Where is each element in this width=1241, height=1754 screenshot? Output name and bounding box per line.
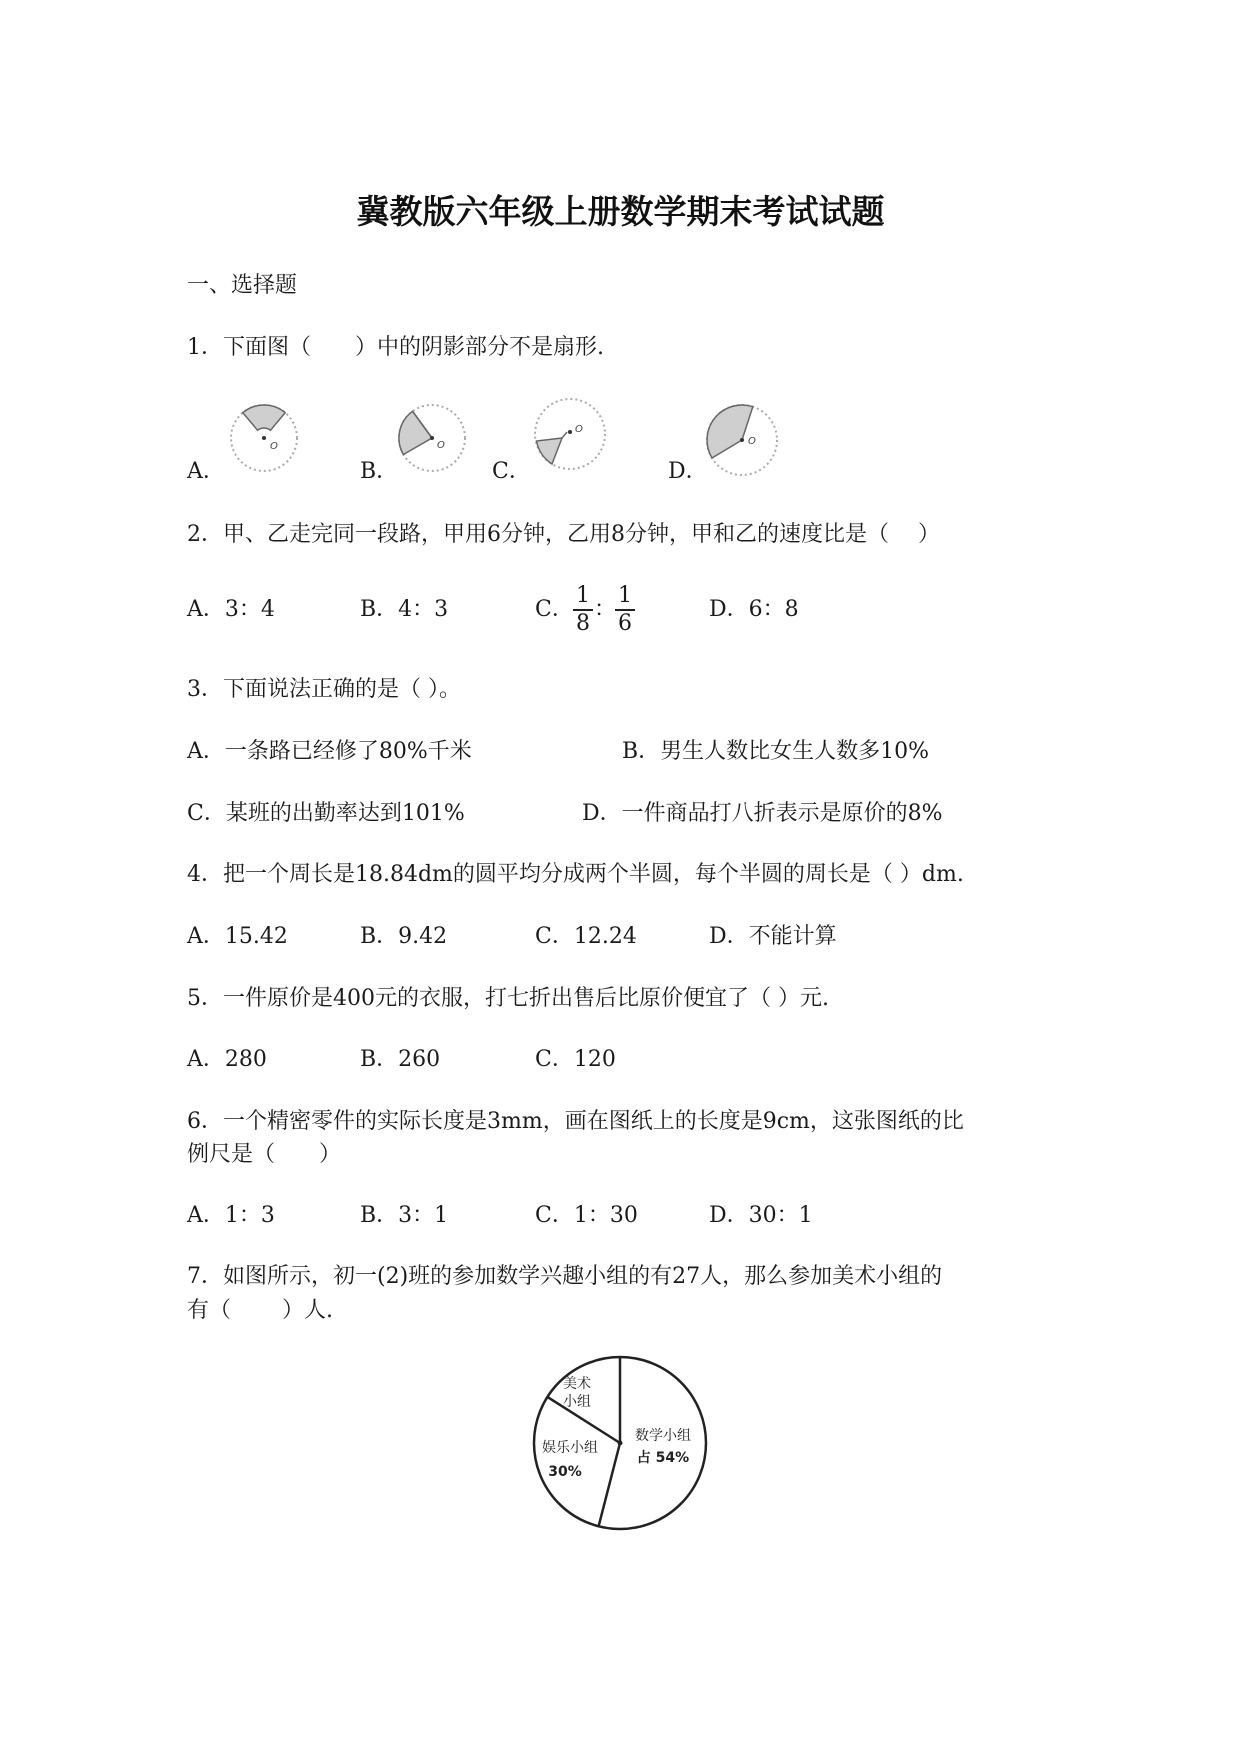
figure-d-center-label: O xyxy=(748,436,756,447)
q3-stem: 3．下面说法正确的是（ ）。 xyxy=(187,677,461,702)
q2-option-c-fraction-2 xyxy=(614,584,636,636)
figure-c-center-label: O xyxy=(575,424,583,435)
q5-option-c: C．120 xyxy=(535,1047,616,1072)
q3-option-c: C．某班的出勤率达到101% xyxy=(187,801,465,826)
section-heading: 一、选择题 xyxy=(187,273,298,298)
q1-option-a: A． xyxy=(187,459,225,484)
q6-stem-line1: 6．一个精密零件的实际长度是3mm，画在图纸上的长度是9cm，这张图纸的比 xyxy=(187,1109,964,1134)
q1-option-b: B． xyxy=(360,459,399,484)
q7-pie-chart xyxy=(525,1348,715,1538)
q6-option-d: D．30：1 xyxy=(709,1203,813,1228)
q1-option-d: D． xyxy=(668,459,708,484)
figure-b-center-label: O xyxy=(437,440,445,451)
q4-option-a: A．15.42 xyxy=(187,924,288,949)
q5-option-a: A．280 xyxy=(187,1047,267,1072)
fraction-numerator: 1 xyxy=(618,583,632,608)
q1-option-c: C． xyxy=(492,459,531,484)
q2-stem: 2．甲、乙走完同一段路，甲用6分钟，乙用8分钟，甲和乙的速度比是（ ） xyxy=(187,522,940,547)
q3-option-b: B．男生人数比女生人数多10% xyxy=(622,739,930,764)
q3-option-d: D．一件商品打八折表示是原价的8% xyxy=(582,801,943,826)
q6-stem-line2: 例尺是（ ） xyxy=(187,1142,342,1167)
q3-option-a: A．一条路已经修了80%千米 xyxy=(187,739,472,764)
pie-center xyxy=(618,1441,623,1446)
fraction-numerator: 1 xyxy=(576,583,590,608)
pie-label-art-line2: 小组 xyxy=(563,1394,591,1410)
pie-label-math-line2: 占 54% xyxy=(636,1450,690,1466)
figure-c-offcenter xyxy=(530,392,610,474)
pie-label-entertainment-line1: 娱乐小组 xyxy=(542,1440,598,1456)
q4-option-d: D．不能计算 xyxy=(709,924,837,949)
figure-d-sector xyxy=(702,398,782,478)
q2-option-a: A．3：4 xyxy=(187,597,275,622)
q2-option-d: D．6：8 xyxy=(709,597,799,622)
q2-option-c-colon: ： xyxy=(594,597,617,622)
figure-a-ring-segment xyxy=(226,398,302,474)
q4-option-c: C．12.24 xyxy=(535,924,637,949)
q4-option-b: B．9.42 xyxy=(360,924,448,949)
q1-stem: 1．下面图（ ）中的阴影部分不是扇形. xyxy=(187,335,604,360)
fraction-denominator: 6 xyxy=(618,611,632,636)
fraction-denominator: 8 xyxy=(576,611,590,636)
q2-option-c-fraction-1 xyxy=(572,584,594,636)
q5-option-b: B．260 xyxy=(360,1047,441,1072)
q5-stem: 5．一件原价是400元的衣服，打七折出售后比原价便宜了（ ）元. xyxy=(187,986,829,1011)
figure-b-sector xyxy=(394,398,470,474)
q6-option-a: A．1：3 xyxy=(187,1203,275,1228)
figure-a-center-label: O xyxy=(270,441,278,452)
q2-option-c-prefix: C． xyxy=(535,597,574,622)
pie-label-entertainment-line2: 30% xyxy=(548,1464,582,1480)
q7-stem-line1: 7．如图所示，初一(2)班的参加数学兴趣小组的有27人，那么参加美术小组的 xyxy=(187,1264,943,1289)
page-title: 冀教版六年级上册数学期末考试试题 xyxy=(356,192,885,231)
q6-option-b: B．3：1 xyxy=(360,1203,449,1228)
pie-label-math-line1: 数学小组 xyxy=(635,1428,691,1444)
q7-stem-line2: 有（ ）人. xyxy=(187,1298,333,1323)
pie-label-art-line1: 美术 xyxy=(563,1376,591,1392)
q4-stem: 4．把一个周长是18.84dm的圆平均分成两个半圆，每个半圆的周长是（ ）dm. xyxy=(187,862,964,887)
q6-option-c: C．1：30 xyxy=(535,1203,638,1228)
q2-option-b: B．4：3 xyxy=(360,597,449,622)
